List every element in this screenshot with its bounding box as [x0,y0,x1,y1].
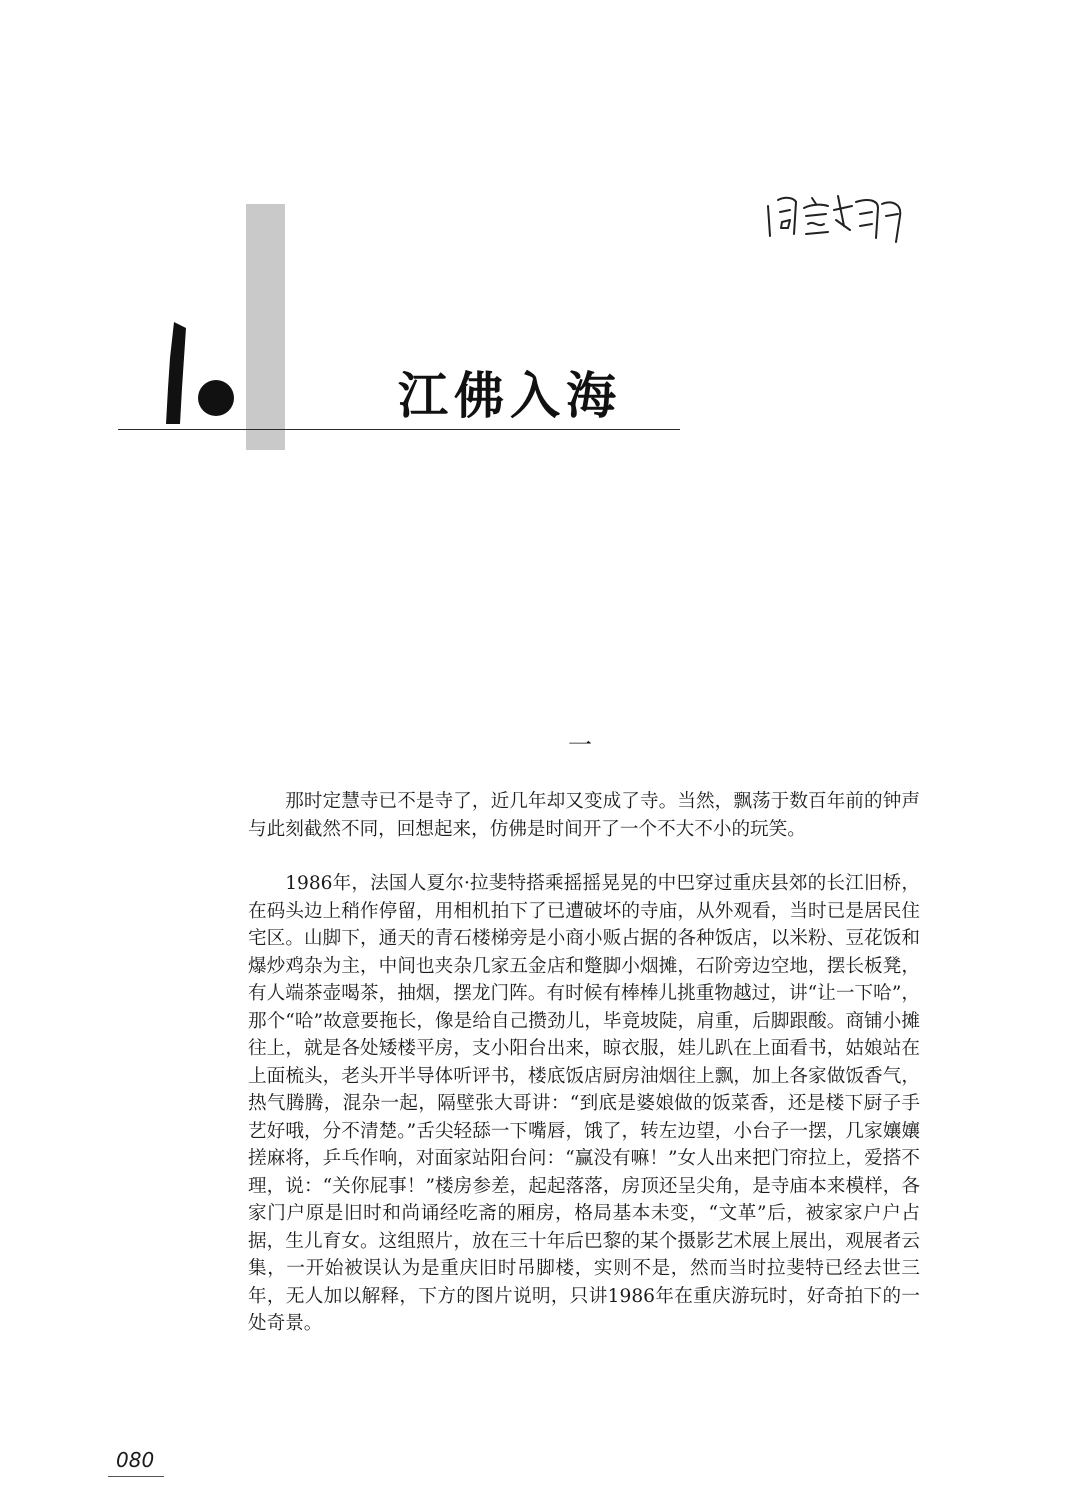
author-signature [760,186,910,246]
body-text [248,788,920,1365]
title-rule [118,429,680,430]
section-number: 一 [568,731,592,759]
page-number: 080 [116,1448,155,1472]
paragraph-2: 1986年，法国人夏尔·拉斐特搭乘摇摇晃晃的中巴穿过重庆县郊的长江旧桥，在码头边上稍作停留，用相机拍下了已遭破坏的寺庙，从外观看，当时已是居民住宅区。山脚下，通天的青石楼梯旁是小商小贩占据的各种饭店，以米粉、豆花饭和爆炒鸡杂为主，中间也夹杂几家五金店和蹩脚小烟摊，石阶旁边空地，摆长板凳，有人端茶壶喝茶，抽烟，摆龙门阵。有时候有棒棒儿挑重物越过，讲“让一下哈”，那个“哈”故意要拖长，像是给自己攒劲儿，毕竟坡陡，肩重，后脚跟酸。商铺小摊往上，就是各处矮楼平房，支小阳台出来，晾衣服，娃儿趴在上面看书，姑娘站在上面梳头，老头开半导体听评书，楼底饭店厨房油烟往上飘，加上各家做饭香气，热气腾腾，混杂一起，隔壁张大哥讲：“到底是婆娘做的饭菜香，还是楼下厨子手艺好哦，分不清楚。”舌尖轻舔一下嘴唇，饿了，转左边望，小台子一摆，几家孃孃搓麻将，乒乓作响，对面家站阳台问：“赢没有嘛！”女人出来把门帘拉上，爱搭不理，说：“关你屁事！”楼房参差，起起落落，房顶还呈尖角，是寺庙本来模样，各家门户原是旧时和尚诵经吃斋的厢房，格局基本未变，“文革”后，被家家户户占据，生儿育女。这组照片，放在三十年后巴黎的某个摄影艺术展上展出，观展者云集，一开始被误认为是重庆旧时吊脚楼，实则不是，然而当时拉斐特已经去世三年，无人加以解释，下方的图片说明，只讲1986年在重庆游玩时，好奇拍下的一处奇景。 [248,873,920,1334]
chapter-title: 江佛入海 [398,366,622,425]
page-number-rule [108,1476,164,1477]
chapter-ornament [160,318,240,428]
decorative-gray-bar [246,204,285,450]
paragraph-1: 那时定慧寺已不是寺了，近几年却又变成了寺。当然，飘荡于数百年前的钟声与此刻截然不同，回想起来，仿佛是时间开了一个不大不小的玩笑。 [248,791,920,840]
brush-stroke [166,322,186,424]
brush-dot [198,380,234,416]
